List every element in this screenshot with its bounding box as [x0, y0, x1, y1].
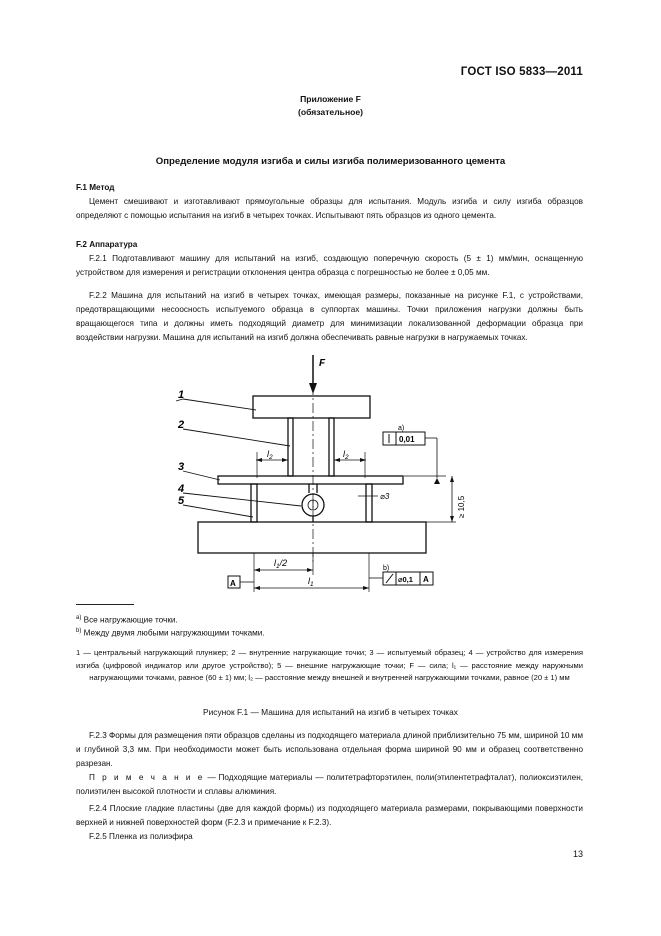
section-f21-text: F.2.1 Подготавливают машину для испытаний на изгиб, создающую поперечную скорость (5 ± 1) мм/мин, оснащенную устройством для измерения и регистрации отклонения центра образца с погрешностью не более ± 0,05 мм. [76, 254, 583, 277]
section-f23-text: F.2.3 Формы для размещения пяти образцов сделаны из подходящего материала длиной приблизительно 75 мм, шириной 10 мм и глубиной 3,3 мм. При необходимости может быть использована отдельная форма шириной 90 мм и образец соответственно разрезан. [76, 731, 583, 768]
note-paragraph [76, 771, 583, 799]
footnote-b: $^{b)}$ Между двумя любыми нагружающими точками. [76, 628, 265, 638]
outer-support-right [366, 484, 372, 522]
part-number-2: 2 [178, 419, 185, 431]
tolerance-value-a: 0,01 [399, 435, 415, 444]
note-label: П р и м е ч а н и е [89, 773, 205, 782]
inner-loading-point-left [288, 418, 293, 476]
tolerance-value-b: ⌀0,1 [398, 575, 413, 584]
appendix-title: Приложение F [300, 94, 361, 104]
l1-label: $l_1$ [308, 576, 314, 588]
test-specimen [218, 476, 403, 484]
footnote-a: $^{a)}$ Все нагружающие точки. [76, 615, 178, 625]
force-label: F [319, 358, 326, 369]
page-number: 13 [572, 849, 583, 859]
section-f25-text: F.2.5 Пленка из полиэфира [89, 832, 193, 841]
page-title: Определение модуля изгиба и силы изгиба полимеризованного цемента [155, 156, 506, 167]
part-number-5: 5 [178, 495, 185, 507]
height-dimension: ≥ 10,5 [457, 495, 466, 518]
figure-four-point-bending [0, 350, 661, 600]
section-f1-text: Цемент смешивают и изготавливают прямоугольные образцы для испытания. Модуль изгиба и силу изгиба образцов определяют с помощью испытания на изгиб в четырех точках. Испытывают пять образцов из одного цемента. [76, 197, 583, 220]
section-f2-heading: F.2 Аппаратура [76, 240, 138, 249]
central-plunger [253, 396, 370, 418]
section-f1-heading: F.1 Метод [76, 183, 115, 192]
note-text: — Подходящие материалы — политетрафторэтилен, поли(этилентетрафталат), полиоксиэтилен, полиэтилен высокой плотности и сплавы алюминия. [76, 773, 583, 796]
appendix-status: (обязательное) [297, 107, 364, 117]
l1-half-label: $l_1/2$ [274, 558, 288, 570]
note-b-mark: b) [383, 565, 390, 572]
part-number-1: 1 [178, 389, 185, 401]
l2-label-right: $l_2$ [343, 449, 349, 461]
part-number-3: 3 [178, 461, 185, 473]
part-number-4: 4 [178, 483, 185, 495]
section-f24-text: F.2.4 Плоские гладкие пластины (две для каждой формы) из подходящего материала размерами, покрывающими поверхности верхней и нижней поверхностей форм (F.2.3 и примечание к F.2.3). [76, 804, 583, 827]
diameter-label: ⌀3 [380, 492, 390, 501]
inner-loading-point-right [329, 418, 334, 476]
datum-reference: A [423, 575, 429, 584]
note-a-mark: a) [398, 425, 405, 432]
figure-caption: Рисунок F.1 — Машина для испытаний на изгиб в четырех точках [203, 707, 458, 717]
datum-a-label: A [230, 579, 236, 588]
figure-legend: 1 — центральный нагружающий плунжер; 2 — внутренние нагружающие точки; 3 — испытуемый образец; 4 — устройство для измерения изгиба (цифровой индикатор или другое устройство); 5 — внешние нагружающие точки; F — сила; l₁ — расстояние между наружными нагружающими точками, равное (60 ± 1) мм; l₂ — расстояние между внешней и внутренней нагружающими точками, равное (20 ± 1) мм [76, 648, 583, 682]
l2-label-left: $l_2$ [267, 449, 273, 461]
section-f22-text: F.2.2 Машина для испытаний на изгиб в четырех точках, имеющая размеры, показанные на рисунке F.1, с устройствами, предотвращающими несоосность испытуемого образца в суппортах машины. Точки приложения нагрузки должны быть вращающегося типа и должны иметь подходящий диаметр для минимизации локализованной деформации образца при воздействии нагрузки. Машина для испытаний на изгиб должна обеспечивать равные нагрузки в нагружаемых точках. [76, 291, 583, 342]
standard-designation: ГОСТ ISO 5833—2011 [460, 66, 583, 78]
force-arrow-head [309, 383, 317, 394]
footnote-divider [76, 604, 134, 605]
outer-support-left [251, 484, 257, 522]
machine-base [198, 522, 426, 553]
